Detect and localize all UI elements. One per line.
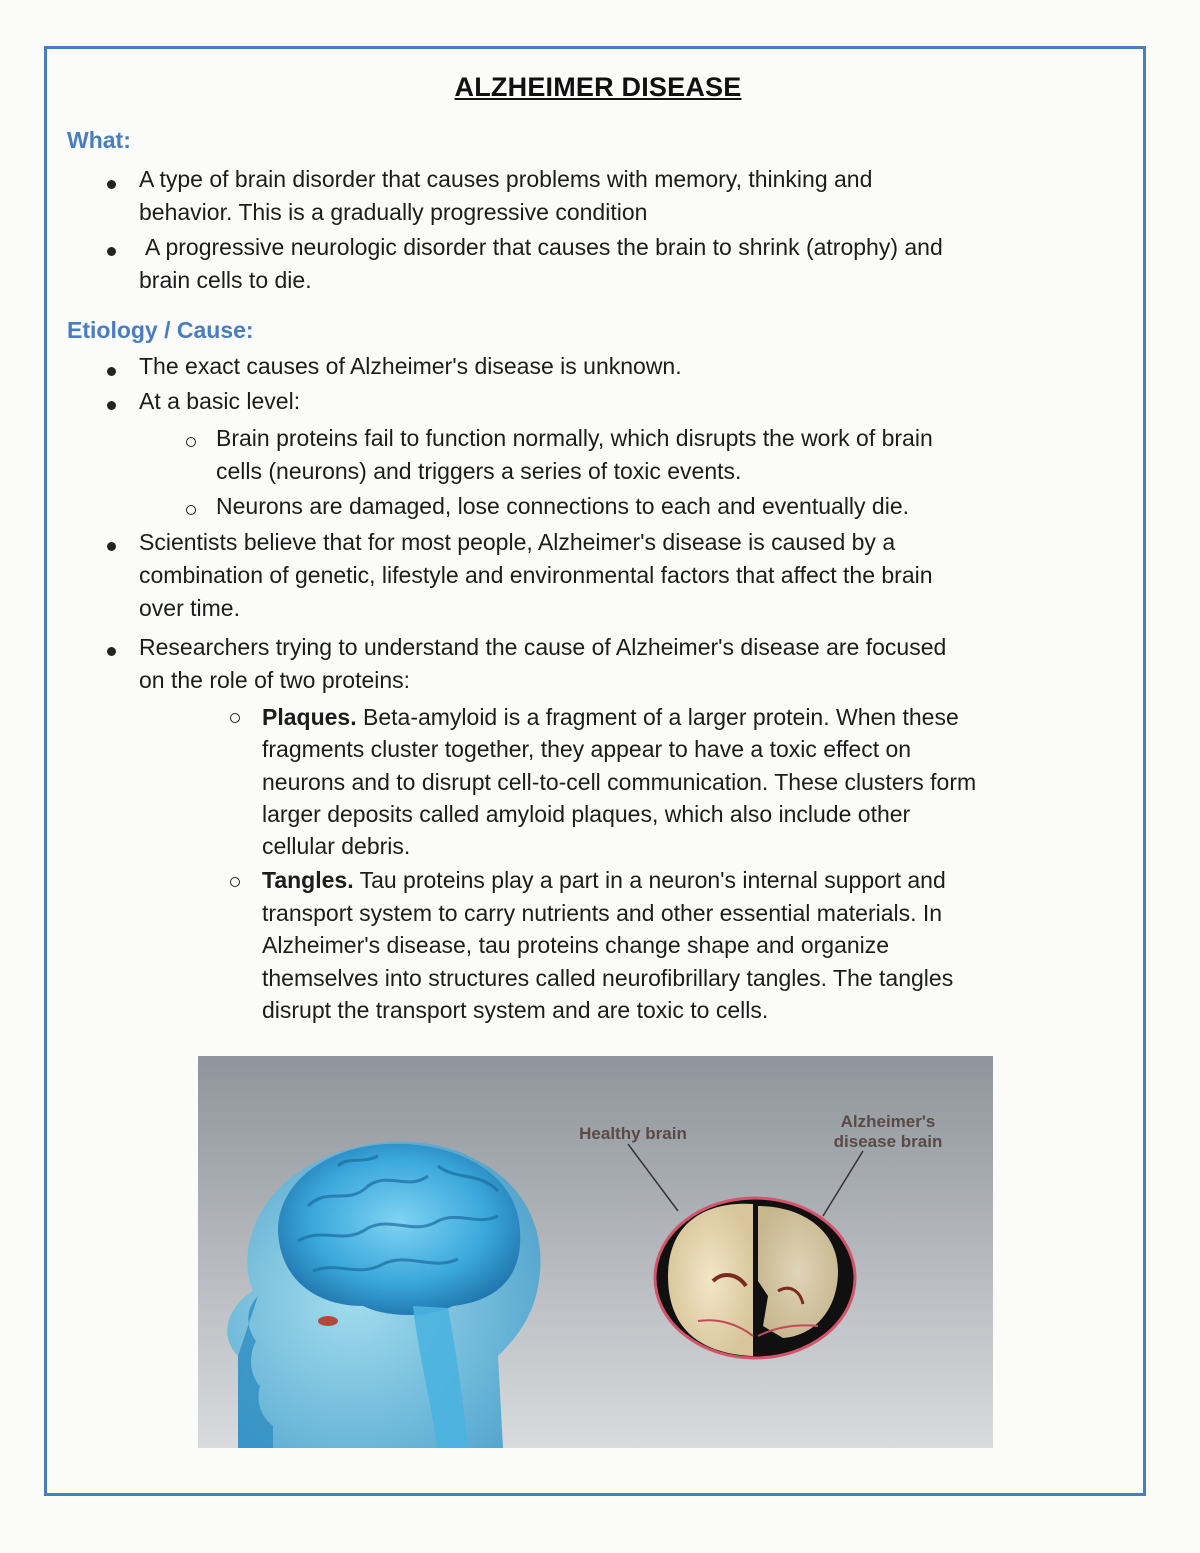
- bullet-marker: [107, 647, 116, 656]
- plaques-text: Beta-amyloid is a fragment of a larger protein. When these: [356, 704, 959, 730]
- alzheimers-label-line-2: disease brain: [833, 1132, 943, 1151]
- alzheimers-brain-label: [808, 1112, 968, 1152]
- what-bullet-1-line-1: A type of brain disorder that causes problems with memory, thinking and: [139, 166, 873, 192]
- section-heading-etiology: Etiology / Cause:: [67, 317, 254, 343]
- bullet-marker: [107, 401, 116, 410]
- alzheimers-label-line-1: Alzheimer's: [840, 1112, 936, 1131]
- what-bullet-2-line-1: A progressive neurologic disorder that causes the brain to shrink (atrophy) and: [145, 234, 943, 260]
- what-bullet-1-line-2: behavior. This is a gradually progressive condition: [139, 199, 648, 225]
- etiology-bullet-4-line-2: on the role of two proteins:: [139, 667, 411, 693]
- plaques-line-4: larger deposits called amyloid plaques, which also include other: [262, 801, 911, 827]
- etiology-bullet-4-line-1: Researchers trying to understand the cause of Alzheimer's disease are focused: [139, 634, 947, 660]
- etiology-sub-1-line-2: cells (neurons) and triggers a series of toxic events.: [216, 458, 742, 484]
- plaques-line-2: fragments cluster together, they appear to have a toxic effect on: [262, 736, 912, 762]
- bullet-marker: [107, 542, 116, 551]
- what-bullet-2-line-2: brain cells to die.: [139, 267, 312, 293]
- bullet-marker: [107, 180, 116, 189]
- etiology-bullet-3-line-3: over time.: [139, 595, 240, 621]
- sub-bullet-marker: [230, 877, 240, 887]
- tangles-line-2: transport system to carry nutrients and other essential materials. In: [262, 900, 943, 926]
- etiology-bullet-1: The exact causes of Alzheimer's disease is unknown.: [139, 353, 682, 379]
- plaques-line-1: [262, 701, 959, 734]
- section-heading-what: What:: [67, 127, 131, 153]
- brain-comparison-figure: [198, 1056, 993, 1448]
- healthy-brain-label: Healthy brain: [579, 1124, 687, 1143]
- etiology-bullet-3-line-1: Scientists believe that for most people, Alzheimer's disease is caused by a: [139, 529, 896, 555]
- tangles-line-3: Alzheimer's disease, tau proteins change shape and organize: [262, 932, 890, 958]
- tangles-line-1: [262, 864, 946, 897]
- plaques-label: Plaques.: [262, 704, 357, 730]
- etiology-bullet-2: At a basic level:: [139, 388, 301, 414]
- etiology-bullet-3-line-2: combination of genetic, lifestyle and environmental factors that affect the brain: [139, 562, 933, 588]
- sub-bullet-marker: [186, 505, 196, 515]
- page-title: ALZHEIMER DISEASE: [454, 72, 742, 102]
- sub-bullet-marker: [230, 713, 240, 723]
- etiology-sub-1-line-1: Brain proteins fail to function normally, which disrupts the work of brain: [216, 425, 933, 451]
- plaques-line-5: cellular debris.: [262, 833, 411, 859]
- tangles-line-4: themselves into structures called neurofibrillary tangles. The tangles: [262, 965, 954, 991]
- plaques-line-3: neurons and to disrupt cell-to-cell communication. These clusters form: [262, 769, 977, 795]
- tangles-text: Tau proteins play a part in a neuron's internal support and: [353, 867, 946, 893]
- bullet-marker: [107, 247, 116, 256]
- sub-bullet-marker: [186, 437, 196, 447]
- bullet-marker: [107, 367, 116, 376]
- tangles-line-5: disrupt the transport system and are toxic to cells.: [262, 997, 769, 1023]
- etiology-sub-2: Neurons are damaged, lose connections to each and eventually die.: [216, 493, 910, 519]
- tangles-label: Tangles.: [262, 867, 354, 893]
